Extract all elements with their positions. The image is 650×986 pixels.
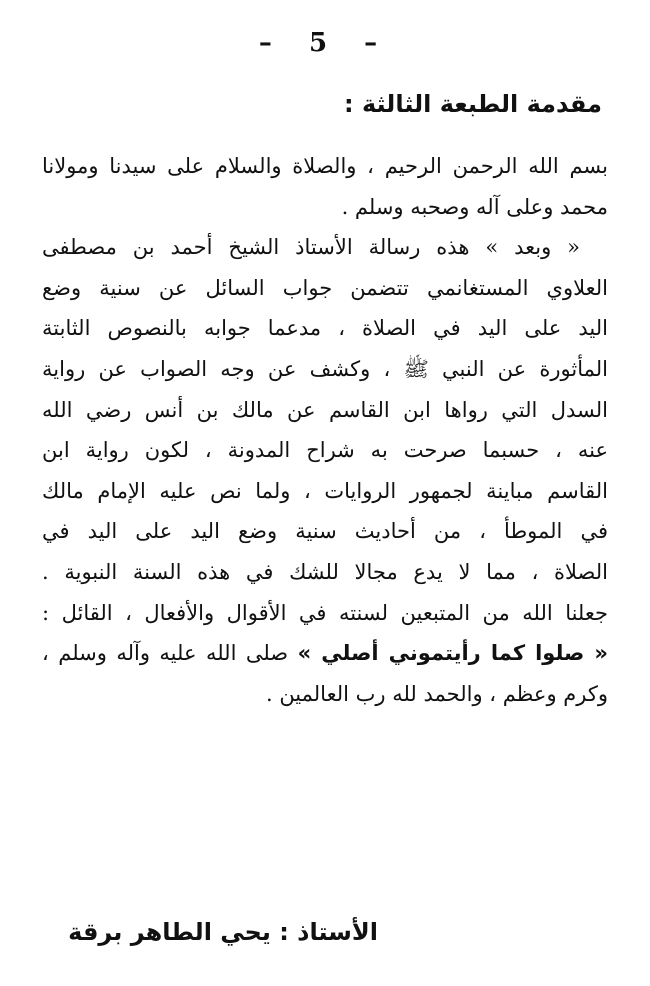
- author-signature: الأستاذ : يحي الطاهر برقة: [68, 918, 378, 946]
- text-line: محمد وعلى آله وصحبه وسلم .: [341, 194, 608, 219]
- text-line: المأثورة عن النبي ﷺ ، وكشف عن وجه الصواب عن رواية: [42, 356, 608, 381]
- quote-line: [42, 633, 608, 674]
- text-line: « وبعد » هذه رسالة الأستاذ الشيخ أحمد بن مصطفى: [42, 235, 580, 260]
- text-line: القاسم مباينة لجمهور الروايات ، ولما نص عليه الإمام مالك: [42, 478, 608, 503]
- text-line: العلاوي المستغانمي تتضمن جواب السائل عن سنية وضع: [42, 275, 608, 300]
- section-heading: مقدمة الطبعة الثالثة :: [344, 90, 602, 118]
- body-text: [42, 146, 608, 714]
- text-line: السدل التي رواها ابن القاسم عن مالك بن أنس رضي الله: [42, 397, 608, 422]
- text-line: في الموطأ ، من أحاديث سنية وضع اليد على اليد في: [42, 519, 608, 544]
- quote-line-rest: صلى الله عليه وآله وسلم ،: [42, 641, 298, 666]
- text-line: الصلاة ، مما لا يدع مجالا للشك في هذه السنة النبوية .: [42, 559, 608, 584]
- text-line: عنه ، حسبما صرحت به شراح المدونة ، لكون رواية ابن: [42, 438, 608, 463]
- text-line: جعلنا الله من المتبعين لسنته في الأقوال والأفعال ، القائل :: [42, 600, 608, 625]
- text-line: اليد على اليد في الصلاة ، مدعما جوابه بالنصوص الثابتة: [42, 316, 608, 341]
- closing-line: وكرم وعظم ، والحمد لله رب العالمين .: [265, 681, 608, 706]
- page-number: – 5 –: [258, 28, 392, 58]
- text-line: بسم الله الرحمن الرحيم ، والصلاة والسلام على سيدنا ومولانا: [42, 154, 608, 178]
- hadith-quote: « صلوا كما رأيتموني أصلي »: [297, 641, 608, 666]
